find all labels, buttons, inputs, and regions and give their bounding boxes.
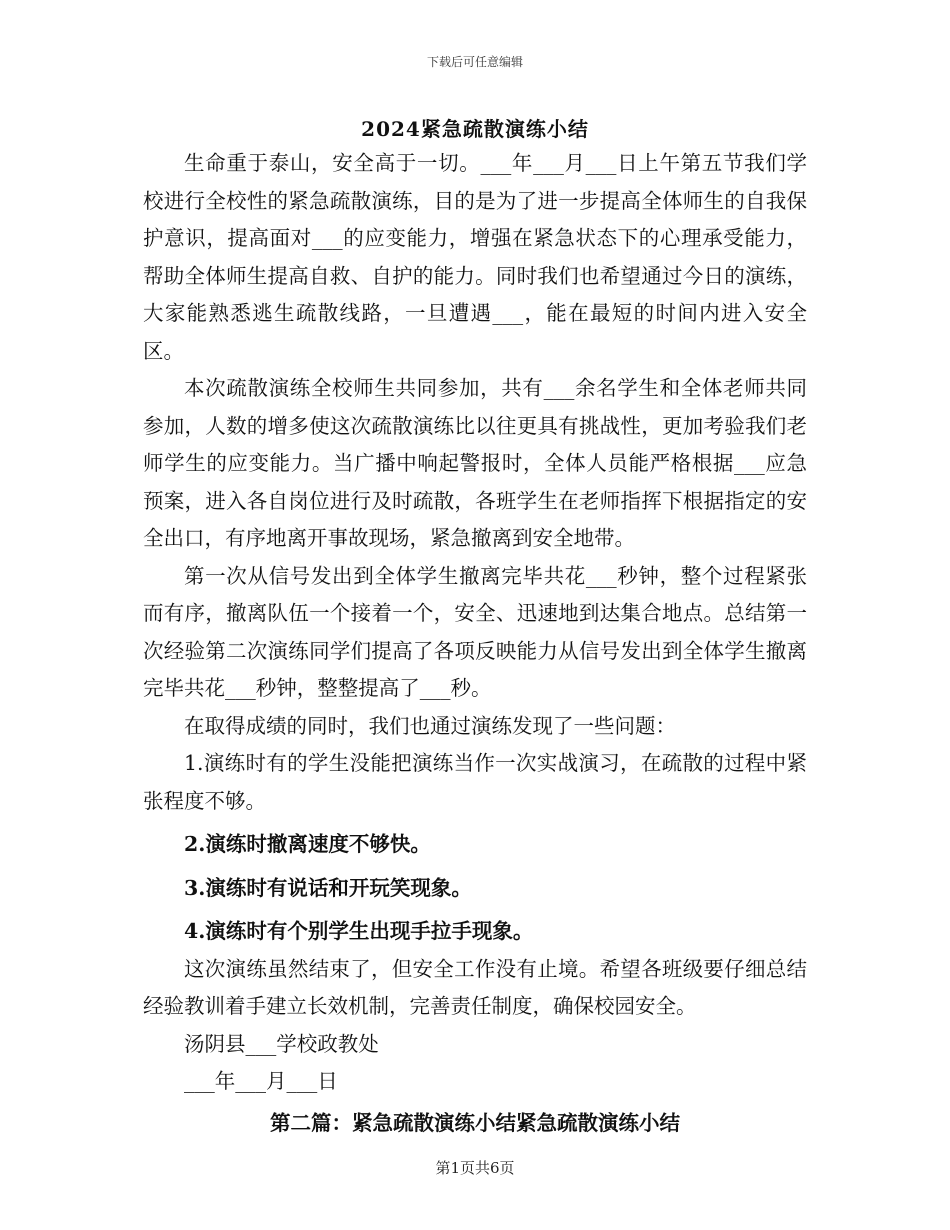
paragraph-problems-intro: 在取得成绩的同时，我们也通过演练发现了一些问题： bbox=[184, 713, 676, 738]
problem-item-3: 3.演练时有说话和开玩笑现象。 bbox=[184, 875, 472, 900]
problem-item-2: 2.演练时撤离速度不够快。 bbox=[184, 832, 431, 856]
date-line: ___年___月___日 bbox=[184, 1069, 338, 1093]
page-footer: 第1页共6页 bbox=[435, 1159, 515, 1177]
document-title: 2024紧急疏散演练小结 bbox=[361, 117, 589, 141]
problem-item-1: 1.演练时有的学生没能把演练当作一次实战演习，在疏散的过程中紧张程度不够。 bbox=[143, 751, 807, 813]
document-body bbox=[143, 145, 807, 1142]
header-note: 下载后可任意编辑 bbox=[426, 55, 523, 69]
paragraph-participation: 本次疏散演练全校师生共同参加，共有___余名学生和全体老师共同参加，人数的增多使这次疏散演练比以往更具有挑战性，更加考验我们老师学生的应变能力。当广播中响起警报时，全体人员能严格根据___应急预案，进入各自岗位进行及时疏散，各班学生在老师指挥下根据指定的安全出口，有序地离开事故现场，紧急撤离到安全地带。 bbox=[143, 376, 807, 550]
signature: 汤阴县___学校政教处 bbox=[184, 1031, 379, 1056]
paragraph-intro: 生命重于泰山，安全高于一切。___年___月___日上午第五节我们学校进行全校性的紧急疏散演练，目的是为了进一步提高全体师生的自我保护意识，提高面对___的应变能力，增强在紧急状态下的心理承受能力，帮助全体师生提高自救、自护的能力。同时我们也希望通过今日的演练，大家能熟悉逃生疏散线路，一旦遭遇___，能在最短的时间内进入安全区。 bbox=[143, 151, 807, 363]
paragraph-conclusion: 这次演练虽然结束了，但安全工作没有止境。希望各班级要仔细总结经验教训着手建立长效机制，完善责任制度，确保校园安全。 bbox=[143, 956, 807, 1018]
problem-item-4: 4.演练时有个别学生出现手拉手现象。 bbox=[184, 919, 534, 943]
paragraph-results: 第一次从信号发出到全体学生撤离完毕共花___秒钟，整个过程紧张而有序，撤离队伍一个接着一个，安全、迅速地到达集合地点。总结第一次经验第二次演练同学们提高了各项反映能力从信号发出到全体学生撤离完毕共花___秒钟，整整提高了___秒。 bbox=[143, 563, 807, 700]
section-2-title: 第二篇：紧急疏散演练小结紧急疏散演练小结 bbox=[270, 1110, 680, 1135]
